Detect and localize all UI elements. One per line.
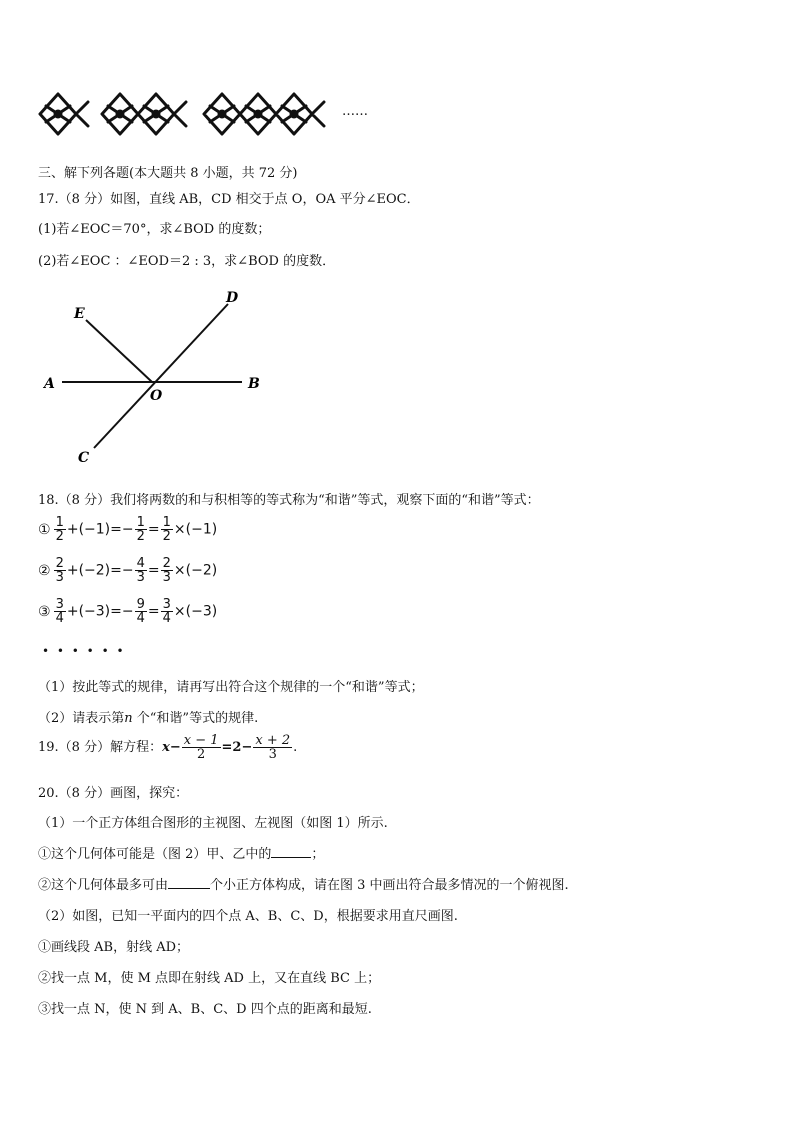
- q20-part1-1: ①这个几何体可能是（图 2）甲、乙中的 ；: [38, 847, 325, 862]
- pattern-ellipsis: ……: [342, 104, 368, 119]
- q20-part1-2: ②这个几何体最多可由 个小正方体构成，请在图 3 中画出符合最多情况的一个俯视图.: [38, 878, 569, 893]
- q17-part2: (2)若∠EOC ：∠EOD＝2 : 3，求∠BOD 的度数．: [38, 254, 336, 269]
- fraction: $\frac{2}{3}$: [162, 556, 171, 585]
- label-C: C: [78, 450, 90, 466]
- equation-marker: ③: [38, 603, 51, 620]
- q18-part2: （2）请表示第n 个“和谐”等式的规律.: [38, 711, 259, 726]
- q20-step1: ①画线段 AB，射线 AD；: [38, 940, 190, 955]
- q20-part2: （2）如图，已知一平面内的四个点 A、B、C、D，根据要求用直尺画图.: [38, 909, 458, 924]
- q18-continuation-dots: • • • • • •: [42, 644, 126, 658]
- fraction: $\frac{3}{4}$: [55, 597, 64, 626]
- q20-stem: 20.（8 分）画图，探究：: [38, 786, 189, 801]
- q18-equation-2: ② $\frac{2}{3}$ +(−2)=− $\frac{4}{3}$ = $\frac{2}{3}$ ×(−2): [38, 556, 218, 585]
- label-D: D: [226, 290, 239, 306]
- pattern-group-1: [40, 94, 88, 134]
- q17-stem: 17.（8 分）如图，直线 AB，CD 相交于点 O，OA 平分∠EOC．: [38, 192, 420, 207]
- q17-part1: (1)若∠EOC＝70°，求∠BOD 的度数；: [38, 222, 271, 237]
- fraction: $\frac{x + 2}{3}$: [255, 733, 291, 762]
- q20-step3: ③找一点 N，使 N 到 A、B、C、D 四个点的距离和最短.: [38, 1002, 372, 1017]
- line-CD: [94, 304, 228, 448]
- equation-marker: ①: [38, 521, 51, 538]
- fraction: $\frac{x - 1}{2}$: [183, 733, 219, 762]
- stick-pattern-figure: [30, 86, 350, 142]
- fraction: $\frac{1}{2}$: [55, 515, 64, 544]
- label-A: A: [44, 376, 55, 392]
- pattern-group-3: [204, 94, 324, 134]
- answer-blank[interactable]: [271, 845, 311, 858]
- fraction: $\frac{2}{3}$: [55, 556, 64, 585]
- fraction: $\frac{4}{3}$: [136, 556, 145, 585]
- fraction: $\frac{1}{2}$: [136, 515, 145, 544]
- fraction: $\frac{3}{4}$: [162, 597, 171, 626]
- fraction: $\frac{1}{2}$: [162, 515, 171, 544]
- label-E: E: [74, 306, 85, 322]
- answer-blank[interactable]: [168, 876, 210, 889]
- q18-stem: 18.（8 分）我们将两数的和与积相等的等式称为“和谐”等式，观察下面的“和谐”等式：: [38, 493, 540, 508]
- equation-marker: ②: [38, 562, 51, 579]
- ray-OE: [86, 320, 152, 382]
- q17-intersecting-lines-figure: [30, 280, 280, 470]
- q18-equation-3: ③ $\frac{3}{4}$ +(−3)=− $\frac{9}{4}$ = $\frac{3}{4}$ ×(−3): [38, 597, 218, 626]
- section-heading: 三、解下列各题(本大题共 8 小题，共 72 分): [38, 166, 298, 181]
- q20-step2: ②找一点 M，使 M 点即在射线 AD 上，又在直线 BC 上；: [38, 971, 381, 986]
- q18-part1: （1）按此等式的规律，请再写出符合这个规律的一个“和谐”等式；: [38, 680, 424, 695]
- q19-equation: 19.（8 分）解方程：x− $\frac{x - 1}{2}$ =2− $\frac{x + 2}{3}$ .: [38, 733, 298, 762]
- fraction: $\frac{9}{4}$: [136, 597, 145, 626]
- q20-part1: （1）一个正方体组合图形的主视图、左视图（如图 1）所示.: [38, 816, 388, 831]
- pattern-group-2: [102, 94, 186, 134]
- q18-equation-1: ① $\frac{1}{2}$ +(−1)=− $\frac{1}{2}$ = $\frac{1}{2}$ ×(−1): [38, 515, 218, 544]
- label-B: B: [248, 376, 260, 392]
- label-O: O: [150, 388, 163, 404]
